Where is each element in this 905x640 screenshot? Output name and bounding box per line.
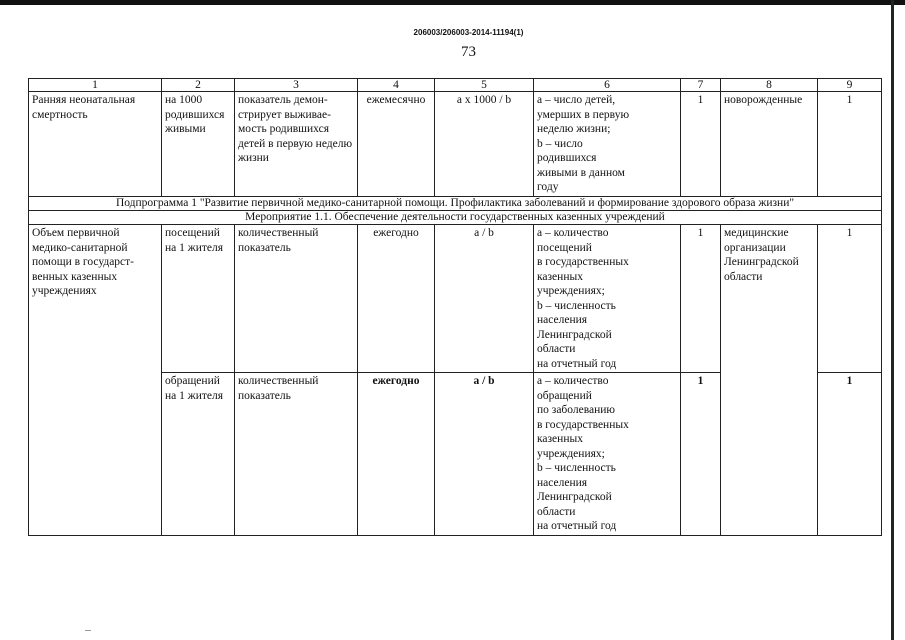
- header-cell-1: 1: [29, 79, 162, 92]
- unit: [162, 373, 235, 536]
- text-line: на отчетный год: [537, 520, 617, 532]
- text-line: обращений: [537, 389, 592, 402]
- responsible-code: 1: [818, 373, 882, 536]
- indicators-table: [28, 78, 882, 536]
- unit: на 1000 родившихся живыми: [162, 92, 235, 197]
- text-line: населения: [537, 476, 588, 489]
- method-code: 1: [681, 92, 721, 197]
- text-line: посещений: [537, 241, 592, 254]
- header-cell-9: 9: [818, 79, 882, 92]
- formula: a / b: [435, 225, 534, 373]
- text-line: по заболеванию: [537, 404, 616, 416]
- periodicity: ежегодно: [358, 373, 435, 536]
- text-line: Объем первичной: [32, 227, 120, 239]
- indicator-description: показатель демон-стрирует выживае-мость родившихся детей в первую неделю жизни: [235, 92, 358, 197]
- measure-row: [29, 211, 882, 225]
- table-row-neonatal-mortality: [29, 92, 882, 197]
- text-line: учреждениях;: [537, 285, 605, 297]
- text-line: учреждениях;: [537, 447, 605, 460]
- header-row: [29, 79, 882, 92]
- text-line: на 1 жителя: [165, 389, 224, 402]
- responsible-code: 1: [818, 225, 882, 373]
- text-line: b – численность: [537, 299, 616, 312]
- text-line: количественный: [238, 375, 319, 387]
- indicator-name: [29, 225, 162, 536]
- text-line: a – количество: [537, 375, 609, 387]
- formula-variables: [534, 225, 681, 373]
- document-code: 206003/206003-2014-11194(1): [413, 28, 524, 37]
- indicator-description: [235, 373, 358, 536]
- indicator-name: Ранняя неонатальная смертность: [29, 92, 162, 197]
- text-line: на 1 жителя: [165, 241, 224, 254]
- header-cell-7: 7: [681, 79, 721, 92]
- text-line: обращений: [165, 375, 220, 387]
- top-border-line: [0, 0, 905, 5]
- text-line: a – число детей,: [537, 94, 616, 106]
- text-line: Ленинградской: [537, 491, 612, 503]
- periodicity: ежемесячно: [358, 92, 435, 197]
- formula-variables: [534, 92, 681, 197]
- text-line: b – численность: [537, 462, 616, 474]
- page-number: 73: [461, 44, 476, 60]
- text-line: Ленинградской: [724, 256, 799, 268]
- text-line: живыми в данном: [537, 166, 625, 179]
- indicator-description: [235, 225, 358, 373]
- text-line: a – количество: [537, 227, 609, 239]
- formula-variables: [534, 373, 681, 536]
- text-line: количественный: [238, 227, 319, 239]
- text-line: организации: [724, 241, 786, 254]
- formula: a x 1000 / b: [435, 92, 534, 197]
- text-line: области: [537, 343, 576, 355]
- observation-object: новорожденные: [721, 92, 818, 197]
- method-code: 1: [681, 225, 721, 373]
- observation-object: [721, 225, 818, 536]
- text-line: учреждениях: [32, 285, 97, 297]
- text-line: неделю жизни;: [537, 123, 611, 135]
- unit: [162, 225, 235, 373]
- text-line: казенных: [537, 433, 583, 445]
- text-line: казенных: [537, 270, 583, 283]
- text-line: на отчетный год: [537, 357, 617, 370]
- table-row-visits: [29, 225, 882, 373]
- header-cell-5: 5: [435, 79, 534, 92]
- text-line: венных казенных: [32, 270, 118, 283]
- text-line: году: [537, 181, 559, 193]
- measure-title: Мероприятие 1.1. Обеспечение деятельности государственных казенных учреждений: [29, 211, 882, 225]
- text-line: показатель: [238, 241, 291, 254]
- text-line: населения: [537, 314, 588, 326]
- text-line: посещений: [165, 227, 220, 239]
- text-line: показатель: [238, 389, 291, 402]
- text-line: в государственных: [537, 256, 629, 268]
- text-line: родившихся: [537, 152, 597, 164]
- text-line: области: [724, 270, 763, 283]
- text-line: Ленинградской: [537, 328, 612, 341]
- method-code: 1: [681, 373, 721, 536]
- scan-mark: [85, 630, 91, 631]
- header-cell-8: 8: [721, 79, 818, 92]
- periodicity: ежегодно: [358, 225, 435, 373]
- text-line: области: [537, 505, 576, 518]
- responsible-code: 1: [818, 92, 882, 197]
- right-border-line: [891, 0, 894, 640]
- text-line: b – число: [537, 137, 583, 150]
- subprogram-row: [29, 197, 882, 211]
- text-line: помощи в государст-: [32, 256, 135, 268]
- text-line: медико-санитарной: [32, 241, 128, 254]
- header-cell-6: 6: [534, 79, 681, 92]
- text-line: медицинские: [724, 227, 789, 239]
- text-line: в государственных: [537, 418, 629, 431]
- subprogram-title: Подпрограмма 1 "Развитие первичной медико-санитарной помощи. Профилактика заболеваний и формирование здорового образа жизни": [29, 197, 882, 211]
- text-line: умерших в первую: [537, 108, 630, 121]
- header-cell-3: 3: [235, 79, 358, 92]
- formula: a / b: [435, 373, 534, 536]
- header-cell-2: 2: [162, 79, 235, 92]
- header-cell-4: 4: [358, 79, 435, 92]
